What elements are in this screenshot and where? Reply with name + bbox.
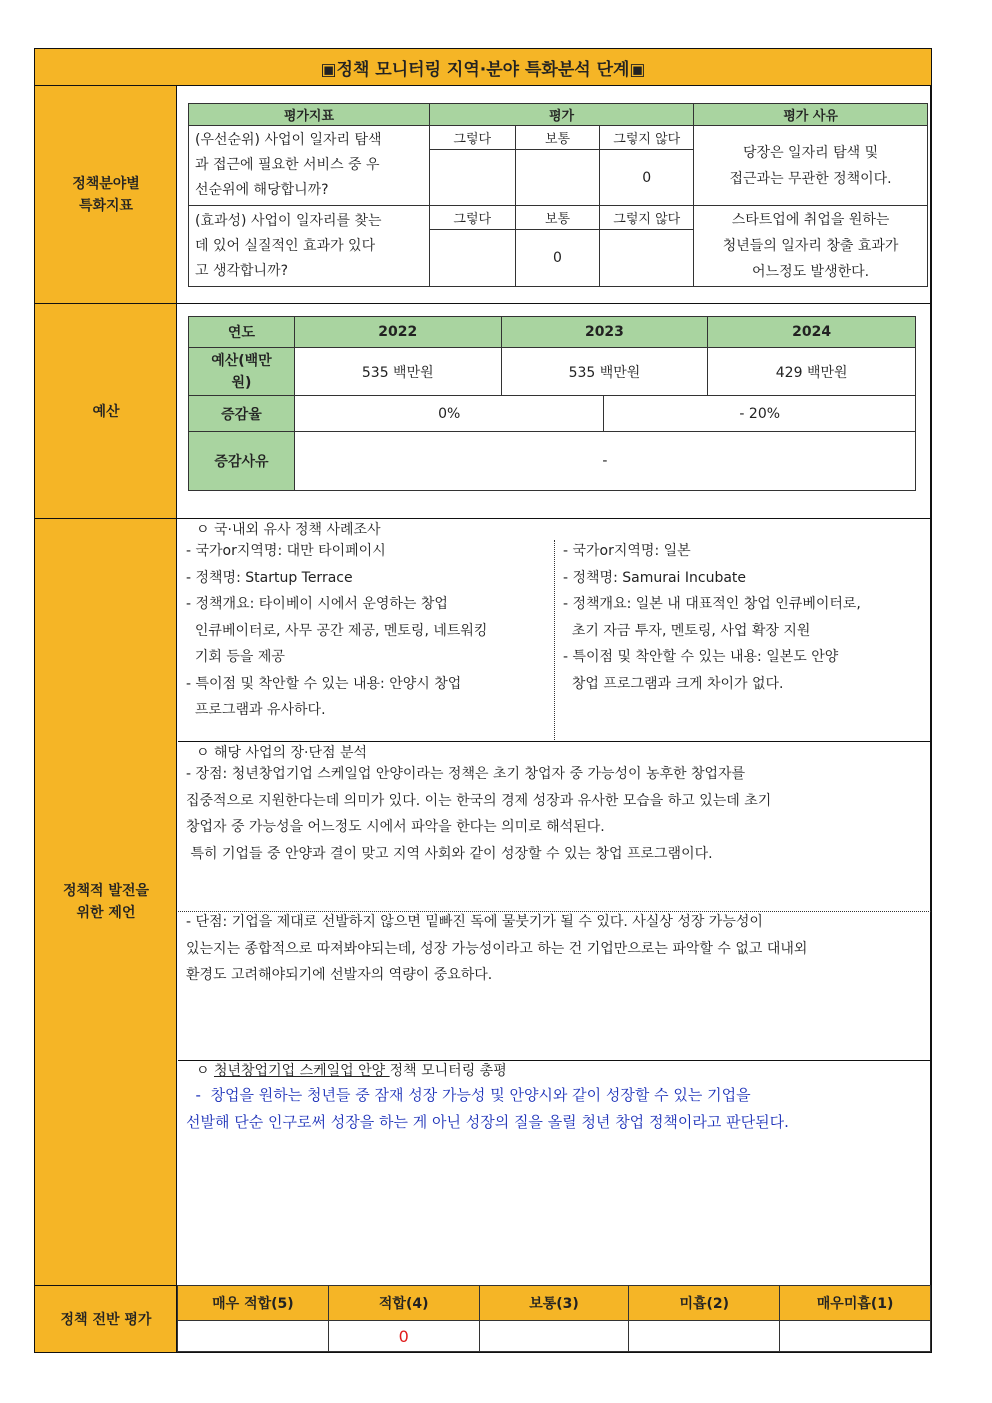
section-label-overall: 정책 전반 평가 <box>60 1312 152 1328</box>
indicator-header: 평가지표 <box>189 104 430 126</box>
overall-evaluation-table <box>177 1285 931 1352</box>
section-label-proposal: 정책적 발전을 위한 제언 <box>62 883 150 921</box>
rating-mark <box>780 1321 931 1352</box>
eval-option-yes: 그렇다 <box>429 206 515 230</box>
rating-average: 보통(3) <box>479 1286 629 1321</box>
eval-mark <box>429 150 515 206</box>
rate-label: 증감율 <box>189 396 295 432</box>
budget-table <box>188 316 916 491</box>
rating-suitable: 적합(4) <box>328 1286 479 1321</box>
change-reason-label: 증감사유 <box>189 432 295 491</box>
indicator-question: (우선순위) 사업이 일자리 탐색 과 접근에 필요한 서비스 중 우 선순위에 해당합니까? <box>189 126 430 206</box>
budget-value: 535 백만원 <box>501 348 708 396</box>
eval-mark <box>600 230 694 287</box>
page-title: ▣정책 모니터링 지역·분야 특화분석 단계▣ <box>35 49 931 86</box>
indicator-question: (효과성) 사업이 일자리를 찾는 데 있어 실질적인 효과가 있다 고 생각합니까? <box>189 206 430 287</box>
rating-very-insufficient: 매우미흡(1) <box>780 1286 931 1321</box>
eval-option-neutral: 보통 <box>515 126 600 150</box>
case-study-taipei: - 국가or지역명: 대만 타이페이시 - 정책명: Startup Terrace - 정책개요: 타이베이 시에서 운영하는 창업 인큐베이터로, 사무 공간 제공, 멘토링, 네트워킹 기회 등을 제공 - 특이점 및 착안할 수 있는 내용: 안양시 창업 프로그램과 유사하다. <box>186 543 488 718</box>
eval-mark <box>515 150 600 206</box>
eval-option-yes: 그렇다 <box>429 126 515 150</box>
cons-text: - 단점: 기업을 제대로 선발하지 않으면 밑빠진 독에 물붓기가 될 수 있다. 사실상 성장 가능성이 있는지는 종합적으로 따져봐야되는데, 성장 가능성이라고 하는 건 기업만으로는 파악할 수 없고 대내외 환경도 고려해야되기에 선발자의 역량이 중요하다. <box>186 914 808 983</box>
case-divider <box>554 540 555 740</box>
rate-value: 0% <box>294 396 604 432</box>
budget-value: 535 백만원 <box>294 348 501 396</box>
year-2024: 2024 <box>708 317 916 348</box>
eval-mark <box>429 230 515 287</box>
reason-header: 평가 사유 <box>694 104 928 126</box>
evaluation-header: 평가 <box>429 104 693 126</box>
rating-insufficient: 미흡(2) <box>629 1286 780 1321</box>
pros-cons-heading: ㅇ 해당 사업의 장·단점 분석 <box>196 745 368 761</box>
eval-mark: 0 <box>515 230 600 287</box>
indicator-table <box>188 103 928 287</box>
rating-mark: 0 <box>328 1321 479 1352</box>
eval-mark: 0 <box>600 150 694 206</box>
pros-text: - 장점: 청년창업기업 스케일업 안양이라는 정책은 초기 창업자 중 가능성이 농후한 창업자를 집중적으로 지원한다는데 의미가 있다. 이는 한국의 경제 성장과 유사한 모습을 하고 있는데 초기 창업자 중 가능성을 어느정도 시에서 파악을 한다는 의미로 해석된다. 특히 기업들 중 안양과 결이 맞고 지역 사회와 같이 성장할 수 있는 창업 프로그램이다. <box>186 766 772 862</box>
budget-value: 429 백만원 <box>708 348 916 396</box>
summary-heading <box>196 1058 507 1084</box>
case-study-japan: - 국가or지역명: 일본 - 정책명: Samurai Incubate - 정책개요: 일본 내 대표적인 창업 인큐베이터로, 초기 자금 투자, 멘토링, 사업 확장 지원 - 특이점 및 착안할 수 있는 내용: 일본도 안양 창업 프로그램과 크게 차이가 없다. <box>563 543 861 692</box>
rating-mark <box>479 1321 629 1352</box>
rating-mark <box>178 1321 329 1352</box>
year-2022: 2022 <box>294 317 501 348</box>
rating-mark <box>629 1321 780 1352</box>
year-2023: 2023 <box>501 317 708 348</box>
indicator-reason: 당장은 일자리 탐색 및 접근과는 무관한 정책이다. <box>694 126 928 206</box>
rate-value: - 20% <box>604 396 916 432</box>
summary-policy-name: 청년창업기업 스케일업 안양 <box>213 1063 390 1079</box>
budget-label: 예산(백만 원) <box>189 348 295 396</box>
case-study-heading: ㅇ 국·내외 유사 정책 사례조사 <box>196 522 381 538</box>
year-label: 연도 <box>189 317 295 348</box>
change-reason-value: - <box>294 432 915 491</box>
eval-option-no: 그렇지 않다 <box>600 126 694 150</box>
indicator-reason: 스타트업에 취업을 원하는 청년들의 일자리 창출 효과가 어느정도 발생한다. <box>694 206 928 287</box>
summary-suffix: 정책 모니터링 총평 <box>389 1063 507 1079</box>
rating-very-suitable: 매우 적합(5) <box>178 1286 329 1321</box>
summary-prefix: ㅇ <box>196 1063 214 1079</box>
summary-text: - 창업을 원하는 청년들 중 잠재 성장 가능성 및 안양시와 같이 성장할 수 있는 기업을 선발해 단순 인구로써 성장을 하는 게 아닌 성장의 질을 올릴 청년 창업 정책이라고 판단된다. <box>186 1086 789 1131</box>
eval-option-neutral: 보통 <box>515 206 600 230</box>
section-label-indicator: 정책분야별 특화지표 <box>72 175 140 214</box>
section-label-budget: 예산 <box>92 404 120 420</box>
eval-option-no: 그렇지 않다 <box>600 206 694 230</box>
